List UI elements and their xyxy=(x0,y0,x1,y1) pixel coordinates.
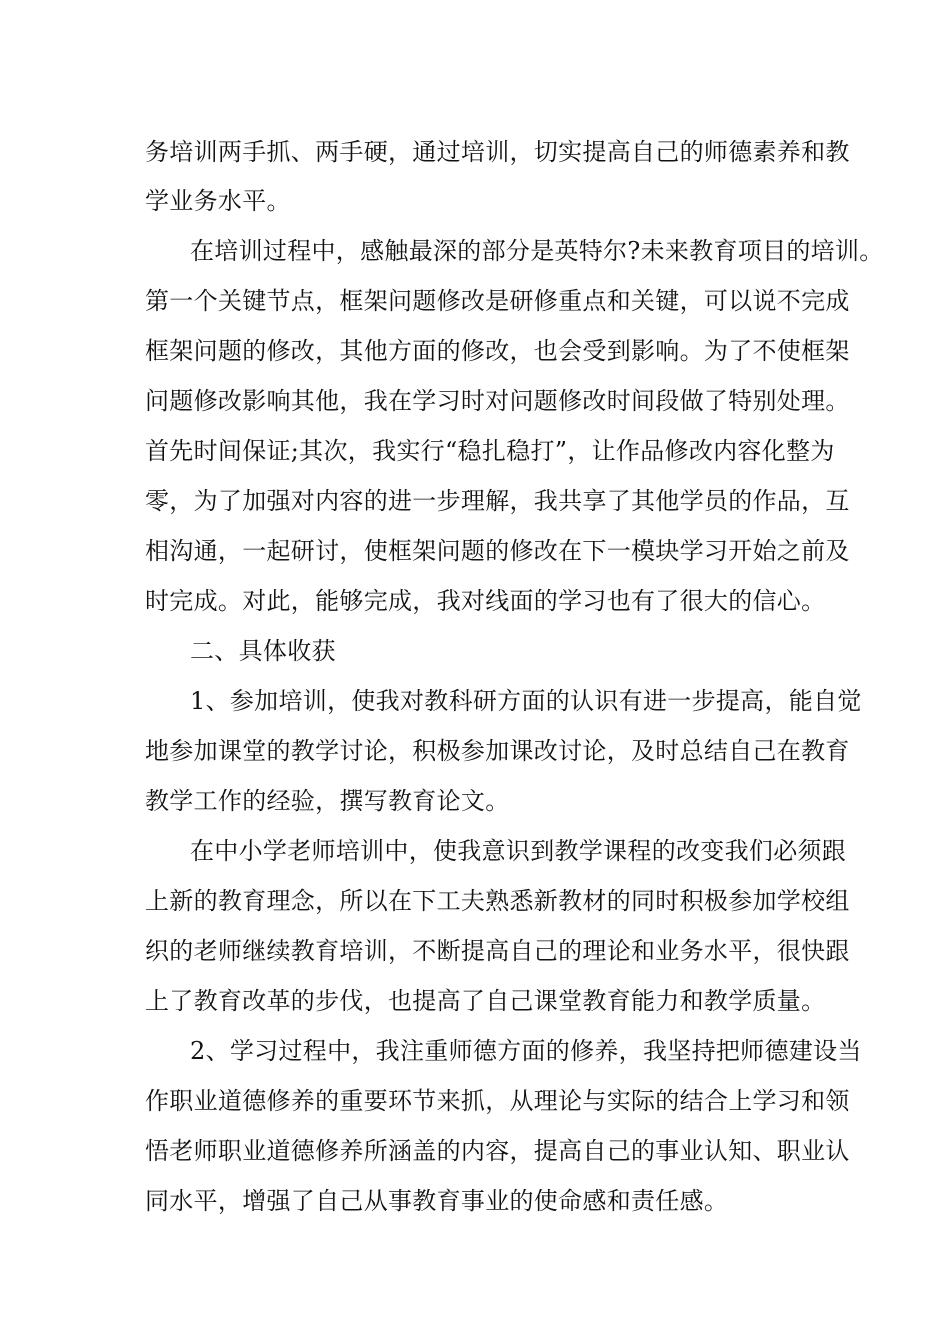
text-line: 务培训两手抓、两手硬，通过培训，切实提高自己的师德素养和教 xyxy=(145,138,850,166)
text-line: 首先时间保证;其次，我实行“稳扎稳打”，让作品修改内容化整为 xyxy=(145,437,835,465)
text-line: 作职业道德修养的重要环节来抓，从理论与实际的结合上学习和领 xyxy=(145,1087,850,1115)
section-heading: 二、具体收获 xyxy=(190,637,336,665)
paragraph-start-line: 在培训过程中，感触最深的部分是英特尔?未来教育项目的培训。 xyxy=(190,237,884,265)
text-line: 教学工作的经验，撰写教育论文。 xyxy=(145,787,510,815)
paragraph-start-line: 在中小学老师培训中，使我意识到教学课程的改变我们必须跟 xyxy=(190,837,847,865)
text-line: 悟老师职业道德修养所涵盖的内容，提高自己的事业认知、职业认 xyxy=(145,1137,850,1165)
text-line: 第一个关键节点，框架问题修改是研修重点和关键，可以说不完成 xyxy=(145,287,850,315)
text-line: 学业务水平。 xyxy=(145,187,291,215)
paragraph-start-line: 1、参加培训，使我对教科研方面的认识有进一步提高，能自觉 xyxy=(190,687,862,715)
text-line: 上了教育改革的步伐，也提高了自己课堂教育能力和教学质量。 xyxy=(145,987,826,1015)
text-line: 织的老师继续教育培训，不断提高自己的理论和业务水平，很快跟 xyxy=(145,937,850,965)
text-line: 上新的教育理念，所以在下工夫熟悉新教材的同时积极参加学校组 xyxy=(145,887,850,915)
text-line: 地参加课堂的教学讨论，积极参加课改讨论，及时总结自己在教育 xyxy=(145,737,850,765)
text-line: 时完成。对此，能够完成，我对线面的学习也有了很大的信心。 xyxy=(145,587,826,615)
text-line: 零，为了加强对内容的进一步理解，我共享了其他学员的作品，互 xyxy=(145,487,850,515)
text-line: 同水平，增强了自己从事教育事业的使命感和责任感。 xyxy=(145,1187,729,1215)
paragraph-start-line: 2、学习过程中，我注重师德方面的修养，我坚持把师德建设当 xyxy=(190,1037,862,1065)
text-line: 相沟通，一起研讨，使框架问题的修改在下一模块学习开始之前及 xyxy=(145,537,850,565)
text-line: 框架问题的修改，其他方面的修改，也会受到影响。为了不使框架 xyxy=(145,337,850,365)
text-line: 问题修改影响其他，我在学习时对问题修改时间段做了特别处理。 xyxy=(145,387,850,415)
